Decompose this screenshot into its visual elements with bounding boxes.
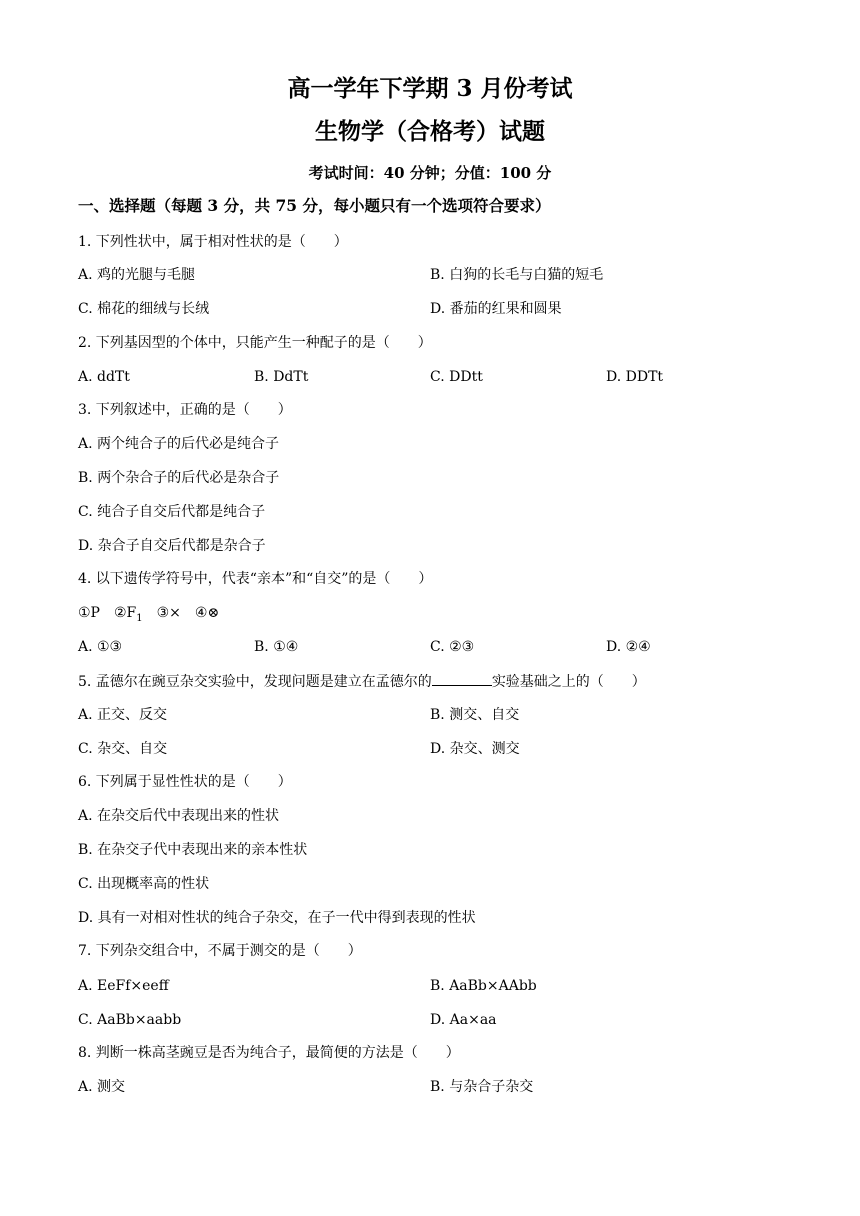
question-1-option-c: C. 棉花的细绒与长绒 <box>78 301 210 317</box>
question-4-option-b: B. ①④ <box>254 639 299 655</box>
question-5-option-d: D. 杂交、测交 <box>430 741 520 757</box>
question-2-option-d: D. DDTt <box>606 369 664 385</box>
question-6-stem: 6. 下列属于显性性状的是（ ） <box>78 774 292 790</box>
question-5-option-c: C. 杂交、自交 <box>78 741 168 757</box>
question-2-stem: 2. 下列基因型的个体中，只能产生一种配子的是（ ） <box>78 335 432 351</box>
question-8-option-a: A. 测交 <box>78 1079 126 1095</box>
question-7-option-a: A. EeFf×eeff <box>78 978 169 994</box>
question-4-symbols <box>78 603 219 623</box>
question-3-option-c: C. 纯合子自交后代都是纯合子 <box>78 504 266 520</box>
fill-in-blank <box>432 671 492 686</box>
question-2-option-c: C. DDtt <box>430 369 483 385</box>
question-5-option-b: B. 测交、自交 <box>430 707 520 723</box>
question-6-option-a: A. 在杂交后代中表现出来的性状 <box>78 808 280 824</box>
section-heading: 一、选择题（每题 3 分，共 75 分，每小题只有一个选项符合要求） <box>78 196 551 215</box>
symbol-f1: $②F_1$ <box>113 605 143 624</box>
question-8-stem: 8. 判断一株高茎豌豆是否为纯合子，最简便的方法是（ ） <box>78 1045 460 1061</box>
question-5-stem: 5. 孟德尔在豌豆杂交实验中，发现问题是建立在孟德尔的 实验基础之上的（ ） <box>78 671 646 692</box>
question-4-option-d: D. ②④ <box>606 639 651 655</box>
question-7-option-d: D. Aa×aa <box>430 1012 497 1028</box>
question-7-option-b: B. AaBb×AAbb <box>430 978 537 994</box>
question-6-option-b: B. 在杂交子代中表现出来的亲本性状 <box>78 842 308 858</box>
question-5-option-a: A. 正交、反交 <box>78 707 168 723</box>
question-3-option-a: A. 两个纯合子的后代必是纯合子 <box>78 436 280 452</box>
question-4-option-c: C. ②③ <box>430 639 475 655</box>
question-1-option-d: D. 番茄的红果和圆果 <box>430 301 562 317</box>
question-3-stem: 3. 下列叙述中，正确的是（ ） <box>78 402 292 418</box>
question-6-option-d: D. 具有一对相对性状的纯合子杂交，在子一代中得到表现的性状 <box>78 910 476 926</box>
question-1-stem: 1. 下列性状中，属于相对性状的是（ ） <box>78 234 348 250</box>
question-4-stem: 4. 以下遗传学符号中，代表“亲本”和“自交”的是（ ） <box>78 571 433 587</box>
exam-title: 高一学年下学期 3 月份考试 <box>287 75 573 102</box>
exam-subtitle: 生物学（合格考）试题 <box>315 118 545 145</box>
question-7-option-c: C. AaBb×aabb <box>78 1012 182 1028</box>
question-7-stem: 7. 下列杂交组合中，不属于测交的是（ ） <box>78 943 362 959</box>
question-4-option-a: A. ①③ <box>78 639 123 655</box>
question-1-option-b: B. 白狗的长毛与白猫的短毛 <box>430 267 604 283</box>
exam-time-and-score: 考试时间：40 分钟；分值：100 分 <box>308 164 552 182</box>
question-1-option-a: A. 鸡的光腿与毛腿 <box>78 267 196 283</box>
question-3-option-d: D. 杂合子自交后代都是杂合子 <box>78 538 266 554</box>
symbol-parent: ①P <box>78 605 100 621</box>
question-2-option-b: B. DdTt <box>254 369 309 385</box>
question-6-option-c: C. 出现概率高的性状 <box>78 876 210 892</box>
question-3-option-b: B. 两个杂合子的后代必是杂合子 <box>78 470 280 486</box>
symbol-cross: ③× <box>156 605 181 621</box>
question-8-option-b: B. 与杂合子杂交 <box>430 1079 534 1095</box>
question-2-option-a: A. ddTt <box>78 369 130 385</box>
symbol-selfing: ④⊗ <box>194 605 220 621</box>
